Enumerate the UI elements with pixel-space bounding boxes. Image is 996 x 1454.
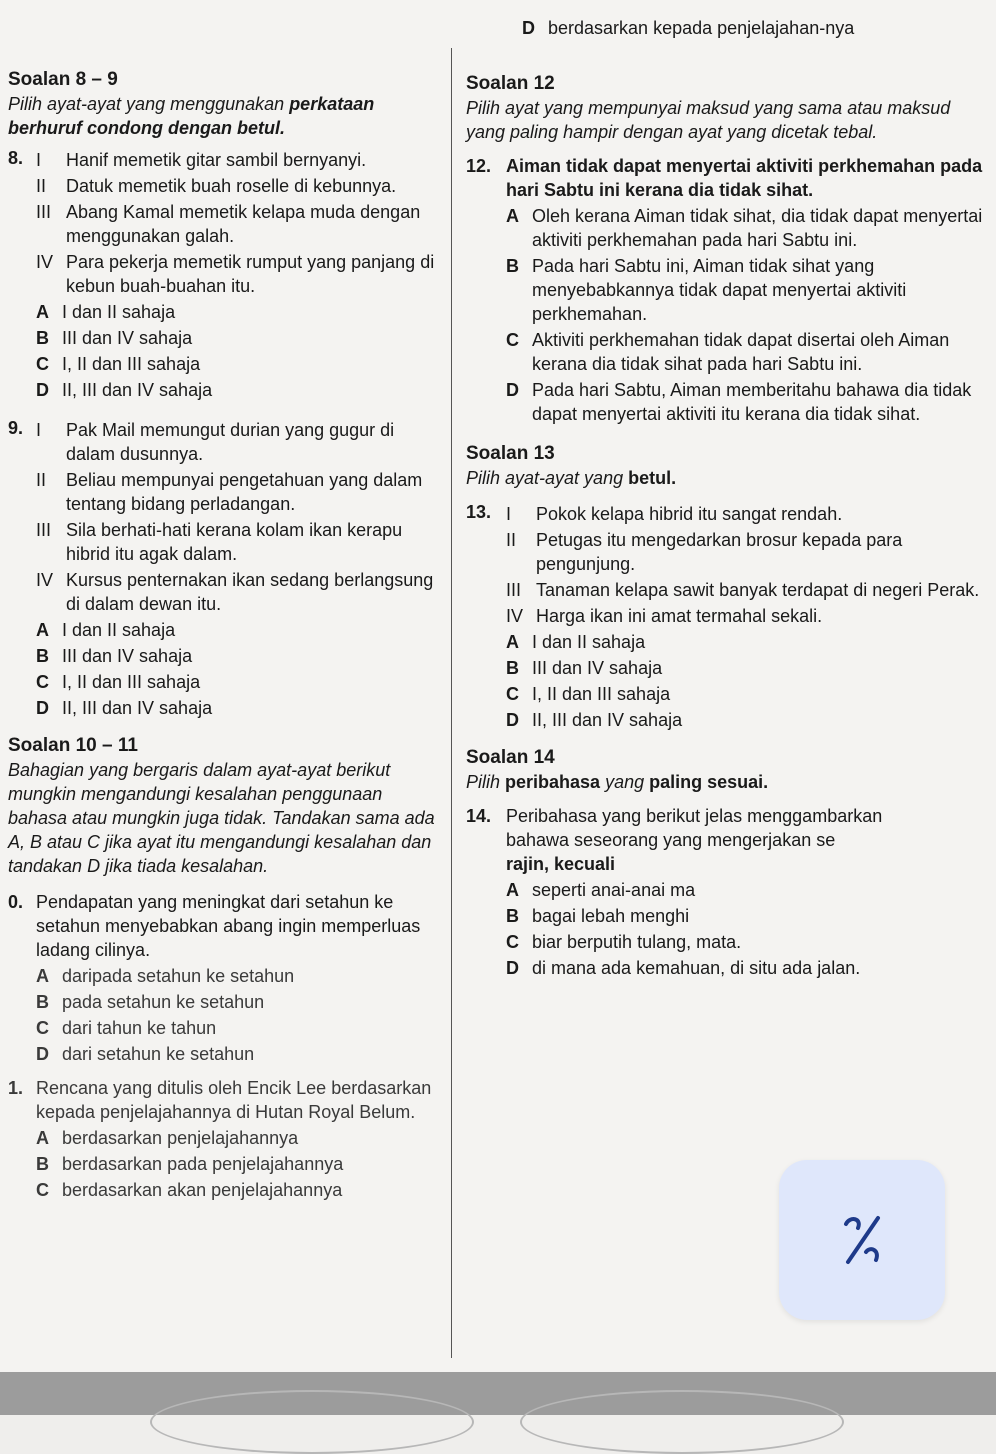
answer-option[interactable]: D II, III dan IV sahaja (36, 380, 213, 400)
answer-option[interactable]: D berdasarkan kepada penjelajahan-nya (522, 18, 855, 38)
question-stem: Peribahasa yang berikut jelas menggambarkan bahawa seseorang yang mengerjakan se (506, 806, 883, 850)
answer-option[interactable]: C dari tahun ke tahun (36, 1018, 217, 1038)
statement-item: I Pokok kelapa hibrid itu sangat rendah. (506, 504, 843, 524)
question-11 (8, 1076, 440, 1202)
answer-option[interactable]: D Pada hari Sabtu, Aiman memberitahu bahawa dia tidak dapat menyertai aktiviti itu kerana dia tidak sihat. (506, 380, 972, 424)
instruction-bold: perkataan berhuruf condong dengan betul. (8, 94, 375, 138)
answer-option[interactable]: D dari setahun ke setahun (36, 1044, 255, 1064)
section-instruction-12: Pilih ayat yang mempunyai maksud yang sama atau maksud yang paling hampir dengan ayat yang dicetak tebal. (466, 98, 951, 142)
statement-item: III Abang Kamal memetik kelapa muda dengan menggunakan galah. (36, 202, 421, 246)
column-divider (451, 48, 452, 1358)
statement-item: IV Para pekerja memetik rumput yang panjang di kebun buah-buahan itu. (36, 252, 435, 296)
statement-item: I Hanif memetik gitar sambil bernyanyi. (36, 150, 367, 170)
question-number: 8. (8, 148, 24, 168)
question-stem: Rencana yang ditulis oleh Encik Lee berdasarkan kepada penjelajahannya di Hutan Royal Belum. (36, 1078, 432, 1122)
annotate-fab-button[interactable] (779, 1160, 945, 1320)
section-title-8-9: Soalan 8 – 9 (8, 69, 118, 90)
answer-option[interactable]: B Pada hari Sabtu ini, Aiman tidak sihat yang menyebabkannya tidak dapat menyertai aktiviti perkhemahan. (506, 256, 907, 324)
question-number: 13. (466, 502, 492, 522)
question-13 (466, 500, 992, 732)
statement-item: IV Kursus penternakan ikan sedang berlangsung di dalam dewan itu. (36, 570, 434, 614)
section-instruction-8-9 (8, 92, 440, 140)
answer-option[interactable]: B III dan IV sahaja (506, 658, 663, 678)
answer-option[interactable]: A I dan II sahaja (36, 302, 176, 322)
question-stem: Aiman tidak dapat menyertai aktiviti perkhemahan pada hari Sabtu ini kerana dia tidak sihat. (506, 156, 983, 200)
section-title-10-11: Soalan 10 – 11 (8, 735, 138, 756)
statement-item: II Datuk memetik buah roselle di kebunnya. (36, 176, 397, 196)
answer-option[interactable]: B bagai lebah menghi (506, 906, 690, 926)
answer-option[interactable]: C berdasarkan akan penjelajahannya (36, 1180, 343, 1200)
answer-option[interactable]: A I dan II sahaja (36, 620, 176, 640)
question-number: 1. (8, 1078, 24, 1098)
pencil-slash-icon (836, 1210, 888, 1270)
answer-option[interactable]: C I, II dan III sahaja (36, 672, 201, 692)
statement-item: IV Harga ikan ini amat termahal sekali. (506, 606, 823, 626)
statement-item: III Sila berhati-hati kerana kolam ikan kerapu hibrid itu agak dalam. (36, 520, 403, 564)
answer-option[interactable]: C I, II dan III sahaja (36, 354, 201, 374)
answer-option[interactable]: C I, II dan III sahaja (506, 684, 671, 704)
question-10 (8, 890, 440, 1066)
question-stem: Pendapatan yang meningkat dari setahun ke setahun menyebabkan abang ingin memperluas ladang cilinya. (36, 892, 421, 960)
question-14 (466, 804, 992, 980)
section-instruction-14: Pilih peribahasa yang paling sesuai. (466, 772, 769, 792)
answer-option[interactable]: D II, III dan IV sahaja (506, 710, 683, 730)
question-number: 9. (8, 418, 24, 438)
question-9 (8, 416, 440, 720)
answer-option[interactable]: D II, III dan IV sahaja (36, 698, 213, 718)
answer-option[interactable]: B III dan IV sahaja (36, 646, 193, 666)
answer-option[interactable]: B pada setahun ke setahun (36, 992, 265, 1012)
question-number: 0. (8, 892, 24, 912)
answer-option[interactable]: B III dan IV sahaja (36, 328, 193, 348)
question-number: 14. (466, 806, 492, 826)
section-title-14: Soalan 14 (466, 747, 555, 768)
statement-item: II Petugas itu mengedarkan brosur kepada para pengunjung. (506, 530, 903, 574)
question-number: 12. (466, 156, 492, 176)
section-instruction-13: Pilih ayat-ayat yang betul. (466, 468, 677, 488)
question-12 (466, 154, 992, 426)
statement-item: III Tanaman kelapa sawit banyak terdapat di negeri Perak. (506, 580, 980, 600)
statement-item: I Pak Mail memungut durian yang gugur di dalam dusunnya. (36, 420, 395, 464)
answer-option[interactable]: A Oleh kerana Aiman tidak sihat, dia tidak dapat menyertai aktiviti perkhemahan pada hari Sabtu ini. (506, 206, 983, 250)
answer-option[interactable]: B berdasarkan pada penjelajahannya (36, 1154, 344, 1174)
answer-option[interactable]: C biar berputih tulang, mata. (506, 932, 742, 952)
answer-option[interactable]: A seperti anai-anai ma (506, 880, 696, 900)
answer-option[interactable]: D di mana ada kemahuan, di situ ada jalan. (506, 958, 861, 978)
question-stem-end: rajin, kecuali (506, 854, 616, 874)
right-column (466, 14, 992, 980)
left-column (8, 64, 440, 1202)
instruction-text: Pilih ayat-ayat yang menggunakan (8, 94, 290, 114)
answer-option[interactable]: A berdasarkan penjelajahannya (36, 1128, 299, 1148)
answer-option[interactable]: C Aktiviti perkhemahan tidak dapat disertai oleh Aiman kerana dia tidak sihat pada hari Sabtu ini. (506, 330, 950, 374)
bottom-toolbar-strip (0, 1372, 996, 1415)
section-title-12: Soalan 12 (466, 73, 555, 94)
answer-option[interactable]: A daripada setahun ke setahun (36, 966, 295, 986)
answer-option[interactable]: A I dan II sahaja (506, 632, 646, 652)
statement-item: II Beliau mempunyai pengetahuan yang dalam tentang bidang perladangan. (36, 470, 423, 514)
section-title-13: Soalan 13 (466, 443, 555, 464)
question-8 (8, 146, 440, 402)
section-instruction-10-11: Bahagian yang bergaris dalam ayat-ayat berikut mungkin mengandungi kesalahan penggunaan bahasa atau mungkin juga tidak. Tandakan sama ada A, B atau C jika ayat itu mengandungi kesalahan dan tandakan D jika tiada kesalahan. (8, 760, 435, 876)
